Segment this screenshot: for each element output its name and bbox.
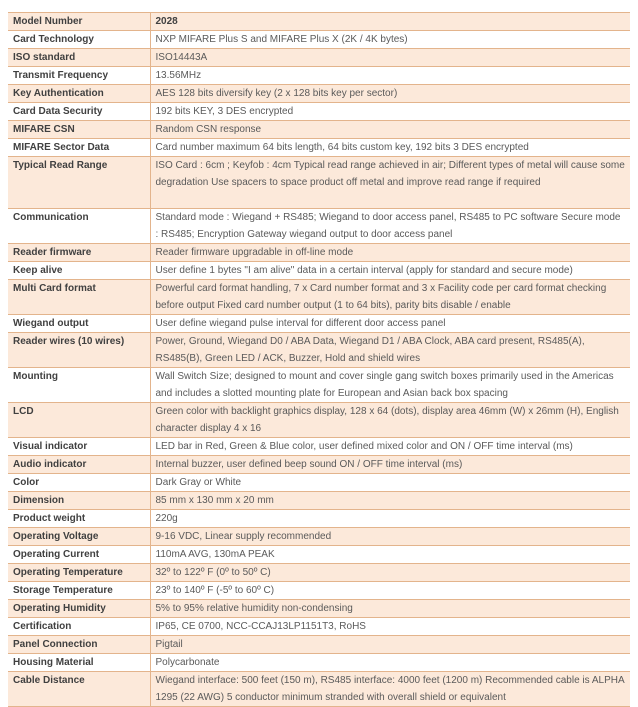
spec-label: Mounting bbox=[8, 368, 150, 403]
spec-value: 192 bits KEY, 3 DES encrypted bbox=[150, 103, 630, 121]
table-row bbox=[8, 85, 630, 103]
spec-value: Reader firmware upgradable in off-line mode bbox=[150, 244, 630, 262]
table-row bbox=[8, 244, 630, 262]
spec-label: Visual indicator bbox=[8, 438, 150, 456]
table-row bbox=[8, 368, 630, 403]
spec-value: Wiegand interface: 500 feet (150 m), RS485 interface: 4000 feet (1200 m) Recommended cable is ALPHA 1295 (22 AWG) 5 conductor minimum stranded with overall shield or equivalent bbox=[150, 672, 630, 707]
spec-label: Certification bbox=[8, 618, 150, 636]
spec-label: Transmit Frequency bbox=[8, 67, 150, 85]
table-row bbox=[8, 262, 630, 280]
spec-label: MIFARE Sector Data bbox=[8, 139, 150, 157]
spec-label: MIFARE CSN bbox=[8, 121, 150, 139]
table-row bbox=[8, 103, 630, 121]
spec-value: 13.56MHz bbox=[150, 67, 630, 85]
spec-value: Power, Ground, Wiegand D0 / ABA Data, Wiegand D1 / ABA Clock, ABA card present, RS485(A), RS485(B), Green LED / ACK, Buzzer, Hold and shield wires bbox=[150, 333, 630, 368]
table-row bbox=[8, 67, 630, 85]
spec-table-body bbox=[8, 13, 630, 707]
spec-value: Random CSN response bbox=[150, 121, 630, 139]
spec-label: Reader wires (10 wires) bbox=[8, 333, 150, 368]
table-row bbox=[8, 31, 630, 49]
spec-value: 110mA AVG, 130mA PEAK bbox=[150, 546, 630, 564]
table-row bbox=[8, 492, 630, 510]
spec-value: ISO14443A bbox=[150, 49, 630, 67]
spec-label: Audio indicator bbox=[8, 456, 150, 474]
table-row bbox=[8, 546, 630, 564]
spec-label: Panel Connection bbox=[8, 636, 150, 654]
table-row bbox=[8, 438, 630, 456]
table-row bbox=[8, 510, 630, 528]
spec-label: Multi Card format bbox=[8, 280, 150, 315]
spec-value: Pigtail bbox=[150, 636, 630, 654]
spec-label: Keep alive bbox=[8, 262, 150, 280]
spec-value: AES 128 bits diversify key (2 x 128 bits key per sector) bbox=[150, 85, 630, 103]
spec-value: User define 1 bytes "I am alive" data in a certain interval (apply for standard and secure mode) bbox=[150, 262, 630, 280]
spec-label: Wiegand output bbox=[8, 315, 150, 333]
spec-value: 9-16 VDC, Linear supply recommended bbox=[150, 528, 630, 546]
spec-value: IP65, CE 0700, NCC-CCAJ13LP1151T3, RoHS bbox=[150, 618, 630, 636]
table-row bbox=[8, 280, 630, 315]
table-row bbox=[8, 654, 630, 672]
spec-label: Operating Current bbox=[8, 546, 150, 564]
table-row bbox=[8, 600, 630, 618]
spec-label: Product weight bbox=[8, 510, 150, 528]
spec-value: Polycarbonate bbox=[150, 654, 630, 672]
table-row bbox=[8, 139, 630, 157]
spec-value: 32º to 122º F (0º to 50º C) bbox=[150, 564, 630, 582]
spec-label: Operating Voltage bbox=[8, 528, 150, 546]
spec-table bbox=[8, 12, 630, 707]
spec-label: Key Authentication bbox=[8, 85, 150, 103]
table-row bbox=[8, 13, 630, 31]
spec-value: LED bar in Red, Green & Blue color, user defined mixed color and ON / OFF time interval (ms) bbox=[150, 438, 630, 456]
table-row bbox=[8, 564, 630, 582]
spec-value: User define wiegand pulse interval for different door access panel bbox=[150, 315, 630, 333]
table-row bbox=[8, 157, 630, 209]
spec-value: Green color with backlight graphics display, 128 x 64 (dots), display area 46mm (W) x 26mm (H), English character display 4 x 16 bbox=[150, 403, 630, 438]
table-row bbox=[8, 636, 630, 654]
spec-label: Card Data Security bbox=[8, 103, 150, 121]
table-row bbox=[8, 315, 630, 333]
spec-value: Wall Switch Size; designed to mount and cover single gang switch boxes primarily used in the Americas and includes a slotted mounting plate for European and Asian back box spacing bbox=[150, 368, 630, 403]
spec-value: Powerful card format handling, 7 x Card number format and 3 x Facility code per card format checking before output Fixed card number output (1 to 64 bits), parity bits disable / enable bbox=[150, 280, 630, 315]
spec-label: Storage Temperature bbox=[8, 582, 150, 600]
spec-label: Card Technology bbox=[8, 31, 150, 49]
spec-value: Dark Gray or White bbox=[150, 474, 630, 492]
spec-label: Communication bbox=[8, 209, 150, 244]
spec-label: Operating Temperature bbox=[8, 564, 150, 582]
spec-value: Internal buzzer, user defined beep sound ON / OFF time interval (ms) bbox=[150, 456, 630, 474]
spec-label: Dimension bbox=[8, 492, 150, 510]
spec-label: Typical Read Range bbox=[8, 157, 150, 209]
spec-value: 23º to 140º F (-5º to 60º C) bbox=[150, 582, 630, 600]
table-row bbox=[8, 49, 630, 67]
table-row bbox=[8, 209, 630, 244]
spec-label: Cable Distance bbox=[8, 672, 150, 707]
spec-value: NXP MIFARE Plus S and MIFARE Plus X (2K / 4K bytes) bbox=[150, 31, 630, 49]
spec-value: ISO Card : 6cm ; Keyfob : 4cm Typical read range achieved in air; Different types of metal will cause some degradation Use spacers to space product off metal and improve read range if required bbox=[150, 157, 630, 209]
table-row bbox=[8, 618, 630, 636]
spec-label: Operating Humidity bbox=[8, 600, 150, 618]
table-row bbox=[8, 474, 630, 492]
table-row bbox=[8, 528, 630, 546]
spec-value: 5% to 95% relative humidity non-condensing bbox=[150, 600, 630, 618]
spec-value: Card number maximum 64 bits length, 64 bits custom key, 192 bits 3 DES encrypted bbox=[150, 139, 630, 157]
table-row bbox=[8, 582, 630, 600]
spec-label: Housing Material bbox=[8, 654, 150, 672]
table-row bbox=[8, 672, 630, 707]
spec-value: 85 mm x 130 mm x 20 mm bbox=[150, 492, 630, 510]
table-row bbox=[8, 403, 630, 438]
table-row bbox=[8, 121, 630, 139]
spec-label: Reader firmware bbox=[8, 244, 150, 262]
spec-label: LCD bbox=[8, 403, 150, 438]
table-row bbox=[8, 456, 630, 474]
spec-label: ISO standard bbox=[8, 49, 150, 67]
spec-label: Model Number bbox=[8, 13, 150, 31]
spec-value: 2028 bbox=[150, 13, 630, 31]
table-row bbox=[8, 333, 630, 368]
spec-label: Color bbox=[8, 474, 150, 492]
spec-value: 220g bbox=[150, 510, 630, 528]
spec-value: Standard mode : Wiegand + RS485; Wiegand to door access panel, RS485 to PC software Secure mode : RS485; Encryption Gateway wiegand output to door access panel bbox=[150, 209, 630, 244]
